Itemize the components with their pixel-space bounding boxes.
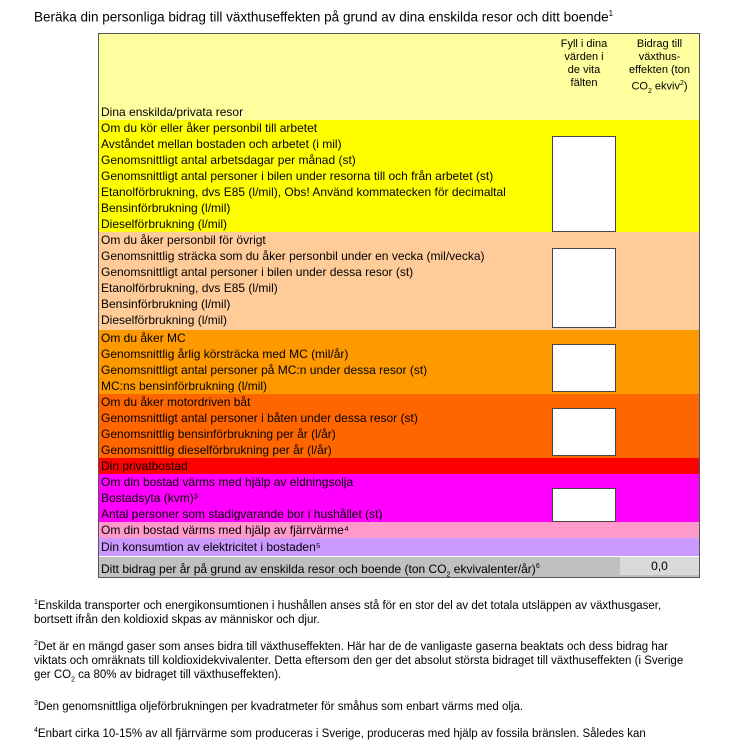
section-oil-heating: [99, 474, 699, 522]
row-label: Genomsnittligt antal personer i bilen under resorna till och från arbetet (st): [101, 169, 494, 183]
row-label: Om du kör eller åker personbil till arbetet: [101, 121, 318, 135]
section-private-travel: [99, 104, 699, 120]
contribution-column-header: Bidrag till växthus- effekten (ton $CO_2$ ekviv$^2$): [629, 38, 690, 95]
row-label: Genomsnittlig årlig körsträcka med MC (mil/år): [101, 347, 349, 361]
motorcycle-input-field[interactable]: [552, 344, 616, 392]
row-label: Om du åker personbil för övrigt: [101, 233, 266, 247]
section-label: Din privatbostad: [101, 459, 188, 473]
row-label: Avståndet mellan bostaden och arbetet (i mil): [101, 137, 342, 151]
section-motorcycle: [99, 330, 699, 394]
total-label: Ditt bidrag per år på grund av enskilda resor och boende (ton $CO_2$ ekvivalenter/år)$^6$: [101, 562, 540, 579]
calculator-table: [98, 33, 700, 578]
row-label: Genomsnittlig bensinförbrukning per år (l/år): [101, 427, 336, 441]
car-work-input-field[interactable]: [552, 136, 616, 232]
car-other-input-field[interactable]: [552, 248, 616, 328]
section-electricity: [99, 538, 699, 556]
row-label: Genomsnittligt antal arbetsdagar per månad (st): [101, 153, 356, 167]
footnote-2: $^2$Det är en mängd gaser som anses bidra till växthuseffekten. Här har de de vanligaste gaserna beaktats och dess bidrag har viktats och omräknats till koldioxidekvivalenter. Detta eftersom den ger det absolut största bidraget till växthuseffekten (i Sverige ger $CO_2$ ca 80% av bidraget till växthuseffekten).: [34, 639, 684, 683]
footnote-4: $^4$Enbart cirka 10-15% av all fjärrvärme som produceras i Sverige, produceras med hjälp av fossila bränslen. Således kan: [34, 726, 646, 740]
row-label: MC:ns bensinförbrukning (l/mil): [101, 379, 268, 393]
row-label: Etanolförbrukning, dvs E85 (l/mil), Obs! Använd kommatecken för decimaltal: [101, 185, 506, 199]
row-label: Genomsnittlig dieselförbrukning per år (l/år): [101, 443, 332, 457]
row-label: Om din bostad värms med hjälp av fjärrvärme⁴: [101, 523, 349, 537]
row-label: Om du åker motordriven båt: [101, 395, 251, 409]
row-label: Bostadsyta (kvm)³: [101, 491, 198, 505]
row-label: Genomsnittligt antal personer i bilen under dessa resor (st): [101, 265, 414, 279]
row-label: Om du åker MC: [101, 331, 186, 345]
row-label: Din konsumtion av elektricitet i bostaden⁵: [101, 540, 321, 554]
oil-heating-input-field[interactable]: [552, 488, 616, 522]
section-private-housing: [99, 458, 699, 474]
row-label: Dieselförbrukning (l/mil): [101, 313, 228, 327]
row-label: Bensinförbrukning (l/mil): [101, 201, 231, 215]
section-car-to-work: [99, 120, 699, 232]
total-row: [99, 557, 699, 577]
fill-in-column-header: Fyll i dina värden i de vita fälten: [560, 38, 608, 89]
section-car-other: [99, 232, 699, 330]
row-label: Dieselförbrukning (l/mil): [101, 217, 228, 231]
section-district-heating: [99, 522, 699, 538]
row-label: Antal personer som stadigvarande bor i hushållet (st): [101, 507, 383, 521]
row-label: Genomsnittligt antal personer i båten under dessa resor (st): [101, 411, 418, 425]
motorboat-input-field[interactable]: [552, 408, 616, 456]
row-label: Genomsnittlig sträcka som du åker personbil under en vecka (mil/vecka): [101, 249, 485, 263]
footnotes: [34, 596, 684, 751]
section-motorboat: [99, 394, 699, 458]
row-label: Genomsnittligt antal personer på MC:n under dessa resor (st): [101, 363, 428, 377]
footnote-1: $^1$Enskilda transporter och energikonsumtionen i hushållen anses stå för en stor del av det totala utsläppen av växthusgaser, bortsett ifrån den koldioxid skpas av människor och djur.: [34, 599, 662, 626]
row-label: Bensinförbrukning (l/mil): [101, 297, 231, 311]
row-label: Etanolförbrukning, dvs E85 (l/mil): [101, 281, 278, 295]
section-label: Dina enskilda/privata resor: [101, 105, 244, 119]
footnote-3: $^3$Den genomsnittliga oljeförbrukningen per kvadratmeter för småhus som enbart värms med olja.: [34, 699, 524, 713]
page-title: Beräka din personliga bidrag till växthuseffekten på grund av dina enskilda resor och ditt boende$^1$: [34, 9, 614, 25]
row-label: Om din bostad värms med hjälp av eldningsolja: [101, 475, 354, 489]
total-value: 0,0: [620, 557, 699, 575]
